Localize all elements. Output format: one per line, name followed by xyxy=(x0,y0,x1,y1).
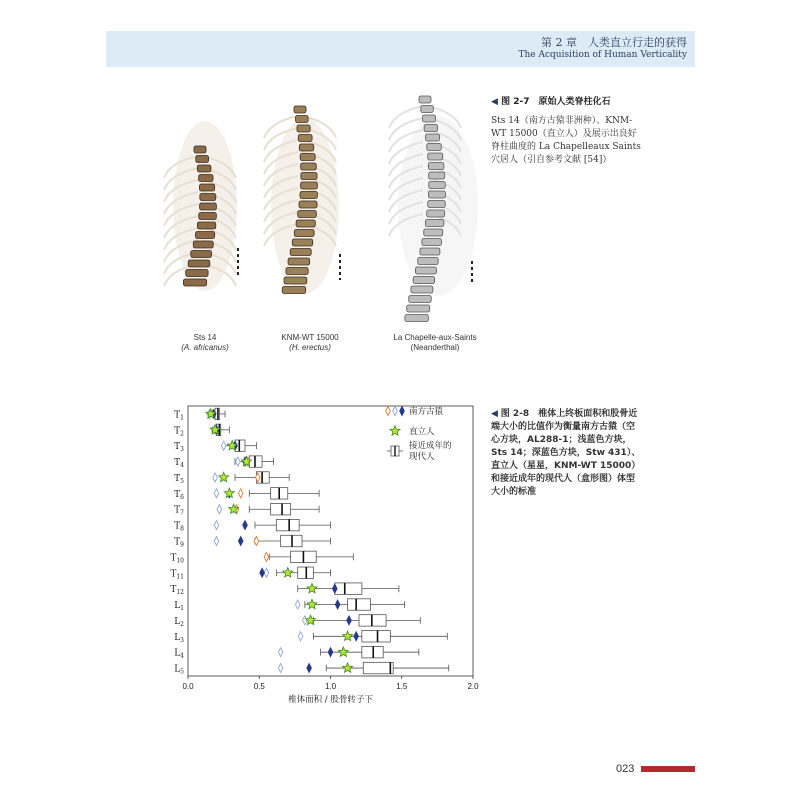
vertebra xyxy=(424,229,443,236)
point-h-erectus xyxy=(338,647,348,656)
figure-2-7-title: 图 2-7 原始人类脊柱化石 xyxy=(501,97,611,107)
box-T4 xyxy=(235,456,273,467)
vertebra xyxy=(296,116,309,123)
vertebra xyxy=(301,163,317,170)
point-sts14 xyxy=(303,616,308,625)
vertebra xyxy=(191,251,212,258)
vertebra xyxy=(428,201,446,208)
specimen-label-1: Sts 14 xyxy=(193,333,217,342)
caption-arrow-icon: ◀ xyxy=(491,97,498,107)
vertebra xyxy=(426,134,440,141)
point-stw431 xyxy=(260,568,265,577)
point-sts14 xyxy=(214,521,219,530)
vertebra xyxy=(297,125,310,132)
box-iqr xyxy=(335,583,362,594)
box-L4 xyxy=(321,646,419,657)
vertebra xyxy=(407,305,430,312)
chapter-header xyxy=(106,31,695,67)
vertebra xyxy=(421,106,434,113)
point-sts14 xyxy=(217,505,222,514)
point-h-erectus xyxy=(343,663,353,672)
point-sts14 xyxy=(298,632,303,641)
point-sts14 xyxy=(236,457,241,466)
category-label: $L_1$ xyxy=(174,601,184,613)
vertebra xyxy=(413,277,435,284)
box-T6 xyxy=(249,488,319,499)
vertebra xyxy=(427,144,442,151)
spine-sts14 xyxy=(164,121,237,291)
chart-legend xyxy=(386,406,452,462)
vertebra xyxy=(188,260,210,267)
category-label: $T_7$ xyxy=(174,505,184,517)
box-iqr xyxy=(276,519,299,530)
box-T7 xyxy=(249,504,319,515)
figure-2-8-caption xyxy=(491,408,641,499)
vertebra xyxy=(301,182,318,189)
vertebra xyxy=(298,211,317,218)
legend-label-h-erectus: 直立人 xyxy=(409,427,435,437)
vertebra xyxy=(418,258,439,265)
vertebra xyxy=(284,277,307,284)
vertebra xyxy=(424,125,438,132)
page-number: 023 xyxy=(616,763,635,775)
category-label: $T_{11}$ xyxy=(170,569,184,581)
x-tick-label: 0.5 xyxy=(253,682,265,691)
category-label: $L_3$ xyxy=(174,632,184,644)
category-label: $T_{12}$ xyxy=(170,585,184,597)
vertebra xyxy=(429,182,446,189)
legend-al288-icon xyxy=(386,407,391,416)
chapter-title-en: The Acquisition of Human Verticality xyxy=(518,50,687,60)
category-label: $T_1$ xyxy=(174,410,184,422)
vertebra xyxy=(288,258,310,265)
point-stw431 xyxy=(328,648,333,657)
vertebra xyxy=(298,135,312,142)
legend-stw431-icon xyxy=(400,407,405,416)
vertebra xyxy=(423,115,436,122)
legend-label-australopithecus: 南方古猿 xyxy=(409,407,444,417)
point-h-erectus xyxy=(390,426,400,435)
box-iqr xyxy=(363,662,393,673)
point-stw431 xyxy=(243,521,248,530)
vertebra xyxy=(290,249,311,256)
vertebra xyxy=(409,296,432,303)
spine-knm-wt-15000 xyxy=(264,106,339,294)
vertebra xyxy=(199,184,214,191)
vertebra xyxy=(197,165,211,172)
specimen-label-3: La Chapelle-aux-Saints xyxy=(393,333,477,342)
vertebra xyxy=(197,222,215,229)
vertebra xyxy=(299,144,313,151)
legend-sts14-icon xyxy=(393,407,398,416)
point-sts14 xyxy=(221,441,226,450)
vertebra xyxy=(199,175,213,182)
specimen-taxon-3: (Neanderthal) xyxy=(410,343,460,352)
category-label: $T_8$ xyxy=(174,521,184,533)
specimen-taxon-2: (H. erectus) xyxy=(289,343,331,352)
specimen-taxon-1: (A. africanus) xyxy=(181,343,229,352)
x-axis-label: 椎体面积 / 股骨转子下 xyxy=(288,695,373,705)
specimen-label-2: KNM-WT 15000 xyxy=(281,333,339,342)
vertebra xyxy=(405,315,429,322)
x-tick-label: 1.5 xyxy=(396,682,408,691)
vertebra-ratio-chart xyxy=(165,396,485,714)
category-label: $L_4$ xyxy=(174,648,184,660)
point-stw431 xyxy=(238,537,243,546)
category-label: $T_{10}$ xyxy=(170,553,184,565)
vertebra xyxy=(294,230,314,237)
category-label: $T_9$ xyxy=(174,537,184,549)
figure-2-8-text: 图 2-8 椎体上终板面积和股骨近端大小的比值作为衡量南方古猿（空心方块，AL288-1；浅蓝色方块，Sts 14；深蓝色方块，Stw 431）、直立人（星星，KNM-WT 15000）和接近成年的现代人（盒形图）体型大小的标准 xyxy=(491,409,641,497)
point-sts14 xyxy=(214,489,219,498)
box-L2 xyxy=(313,615,420,626)
point-sts14 xyxy=(278,664,283,673)
category-label: $T_6$ xyxy=(174,489,184,501)
x-tick-label: 0.0 xyxy=(182,682,194,691)
vertebra xyxy=(282,287,305,294)
point-h-erectus xyxy=(343,631,353,640)
box-T10 xyxy=(269,551,353,562)
caption-arrow-icon: ◀ xyxy=(491,409,498,419)
legend-box-icon xyxy=(387,446,403,456)
vertebra xyxy=(294,106,306,113)
point-stw431 xyxy=(335,600,340,609)
box-iqr xyxy=(362,631,391,642)
point-h-erectus xyxy=(306,615,316,624)
vertebra xyxy=(300,154,315,161)
point-al288 xyxy=(238,489,243,498)
category-label: $T_3$ xyxy=(174,442,184,454)
spine-la-chapelle xyxy=(389,96,478,322)
vertebra xyxy=(427,210,445,217)
box-T8 xyxy=(255,519,331,530)
vertebra xyxy=(422,239,442,246)
vertebra xyxy=(193,241,213,248)
vertebra xyxy=(194,146,206,153)
vertebra xyxy=(200,203,217,210)
vertebra xyxy=(419,96,431,103)
point-sts14 xyxy=(278,648,283,657)
box-iqr xyxy=(271,504,291,515)
vertebra xyxy=(425,220,444,227)
vertebra xyxy=(292,239,312,246)
category-label: $L_5$ xyxy=(174,664,184,676)
box-T5 xyxy=(235,472,289,483)
point-sts14 xyxy=(295,600,300,609)
point-stw431 xyxy=(347,616,352,625)
page-number-bar xyxy=(641,766,695,772)
figure-2-7-text: Sts 14（南方古猿非洲种）、KNM-WT 15000（直立人）及展示出良好脊柱曲度的 La Chapelleaux Saints 穴居人（引自参考文献 [54]） xyxy=(491,116,641,165)
category-label: $T_5$ xyxy=(174,473,184,485)
vertebra xyxy=(429,172,445,179)
vertebra xyxy=(420,248,440,255)
point-h-erectus xyxy=(219,472,229,481)
box-iqr xyxy=(348,599,371,610)
vertebra xyxy=(195,232,214,239)
point-stw431 xyxy=(307,664,312,673)
spine-fossil-figure xyxy=(160,86,490,364)
box-T9 xyxy=(255,535,331,546)
category-label: $T_2$ xyxy=(174,426,184,438)
vertebra xyxy=(200,194,216,201)
x-tick-label: 2.0 xyxy=(467,682,479,691)
vertebra xyxy=(411,286,433,293)
vertebra xyxy=(428,153,443,160)
box-L1 xyxy=(305,599,405,610)
vertebra xyxy=(199,213,217,220)
chapter-title-cn: 第 2 章 人类直立行走的获得 xyxy=(541,36,687,49)
category-label: $L_2$ xyxy=(174,616,184,628)
point-h-erectus xyxy=(307,583,317,592)
point-sts14 xyxy=(214,537,219,546)
vertebra xyxy=(428,191,445,198)
rib xyxy=(389,106,423,128)
box-L3 xyxy=(313,631,447,642)
vertebra xyxy=(196,156,209,163)
vertebra xyxy=(286,268,308,275)
vertebra xyxy=(299,201,317,208)
x-tick-label: 1.0 xyxy=(324,682,337,691)
vertebra xyxy=(300,192,317,199)
vertebra xyxy=(186,270,208,277)
point-al288 xyxy=(264,552,269,561)
point-stw431 xyxy=(354,632,359,641)
legend-label-modern-human: 接近成年的现代人 xyxy=(409,441,452,462)
vertebra xyxy=(415,267,436,274)
figure-2-7-caption xyxy=(491,96,641,167)
vertebra xyxy=(183,279,206,286)
point-sts14 xyxy=(213,473,218,482)
vertebra xyxy=(428,163,444,170)
vertebra xyxy=(296,220,315,227)
category-label: $T_4$ xyxy=(174,458,184,470)
vertebra xyxy=(301,173,317,180)
point-h-erectus xyxy=(307,599,317,608)
point-h-erectus xyxy=(283,568,293,577)
